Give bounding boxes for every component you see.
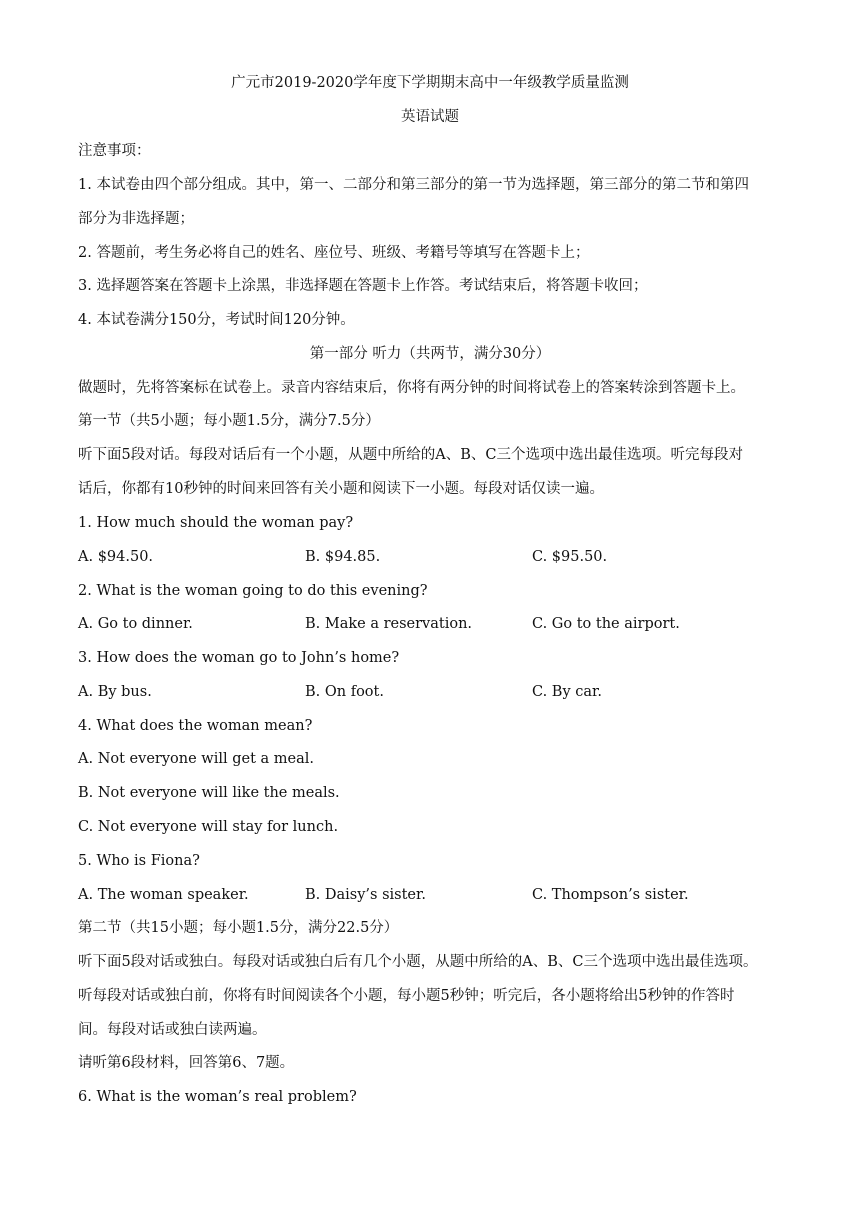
option-a: A. Go to dinner. <box>78 616 193 632</box>
option-c: C. Go to the airport. <box>532 616 680 632</box>
option-c: C. Thompson’s sister. <box>532 887 689 903</box>
notes-heading: 注意事项： <box>78 143 151 159</box>
section2-intro: 听下面5段对话或独白。每段对话或独白后有几个小题，从题中所给的A、B、C三个选项中选出最佳选项。 <box>78 954 758 970</box>
option-a: A. The woman speaker. <box>78 887 249 903</box>
question-5: 5. Who is Fiona? <box>78 853 200 869</box>
option-b: B. Make a reservation. <box>305 616 473 632</box>
note-item: 3. 选择题答案在答题卡上涂黑，非选择题在答题卡上作答。考试结束后，将答题卡收回； <box>78 278 648 294</box>
question-6: 6. What is the woman’s real problem? <box>78 1089 357 1105</box>
option-c: C. Not everyone will stay for lunch. <box>78 819 339 835</box>
section2-intro: 间。每段对话或独白读两遍。 <box>78 1022 267 1038</box>
option-b: B. $94.85. <box>305 549 381 565</box>
note-item: 4. 本试卷满分150分，考试时间120分钟。 <box>78 312 355 328</box>
option-b: B. Daisy’s sister. <box>305 887 426 903</box>
note-item: 1. 本试卷由四个部分组成。其中，第一、二部分和第三部分的第一节为选择题，第三部分的第二节和第四 <box>78 177 749 193</box>
part1-instruction: 做题时，先将答案标在试卷上。录音内容结束后，你将有两分钟的时间将试卷上的答案转涂到答题卡上。 <box>78 380 745 396</box>
question-1: 1. How much should the woman pay? <box>78 515 354 531</box>
section2-intro: 听每段对话或独白前，你将有时间阅读各个小题，每小题5秒钟；听完后，各小题将给出5秒钟的作答时 <box>78 988 735 1004</box>
question-2: 2. What is the woman going to do this evening? <box>78 583 428 599</box>
section1-heading: 第一节（共5小题；每小题1.5分，满分7.5分） <box>78 413 380 429</box>
note-item: 2. 答题前，考生务必将自己的姓名、座位号、班级、考籍号等填写在答题卡上； <box>78 245 590 261</box>
exam-subtitle: 英语试题 <box>401 109 459 125</box>
option-c: C. $95.50. <box>532 549 608 565</box>
option-a: A. $94.50. <box>78 549 154 565</box>
option-b: B. Not everyone will like the meals. <box>78 785 340 801</box>
material-instruction: 请听第6段材料，回答第6、7题。 <box>78 1055 295 1071</box>
section1-intro: 听下面5段对话。每段对话后有一个小题，从题中所给的A、B、C三个选项中选出最佳选项。听完每段对 <box>78 447 743 463</box>
option-c: C. By car. <box>532 684 602 700</box>
section2-heading: 第二节（共15小题；每小题1.5分，满分22.5分） <box>78 920 399 936</box>
question-3: 3. How does the woman go to John’s home? <box>78 650 400 666</box>
option-a: A. Not everyone will get a meal. <box>78 751 314 767</box>
section1-intro: 话后，你都有10秒钟的时间来回答有关小题和阅读下一小题。每段对话仅读一遍。 <box>78 481 604 497</box>
option-b: B. On foot. <box>305 684 384 700</box>
option-a: A. By bus. <box>78 684 152 700</box>
question-4: 4. What does the woman mean? <box>78 718 313 734</box>
exam-title: 广元市2019-2020学年度下学期期末高中一年级教学质量监测 <box>231 75 629 91</box>
part1-heading: 第一部分 听力（共两节，满分30分） <box>309 346 551 362</box>
note-item: 部分为非选择题； <box>78 211 194 227</box>
